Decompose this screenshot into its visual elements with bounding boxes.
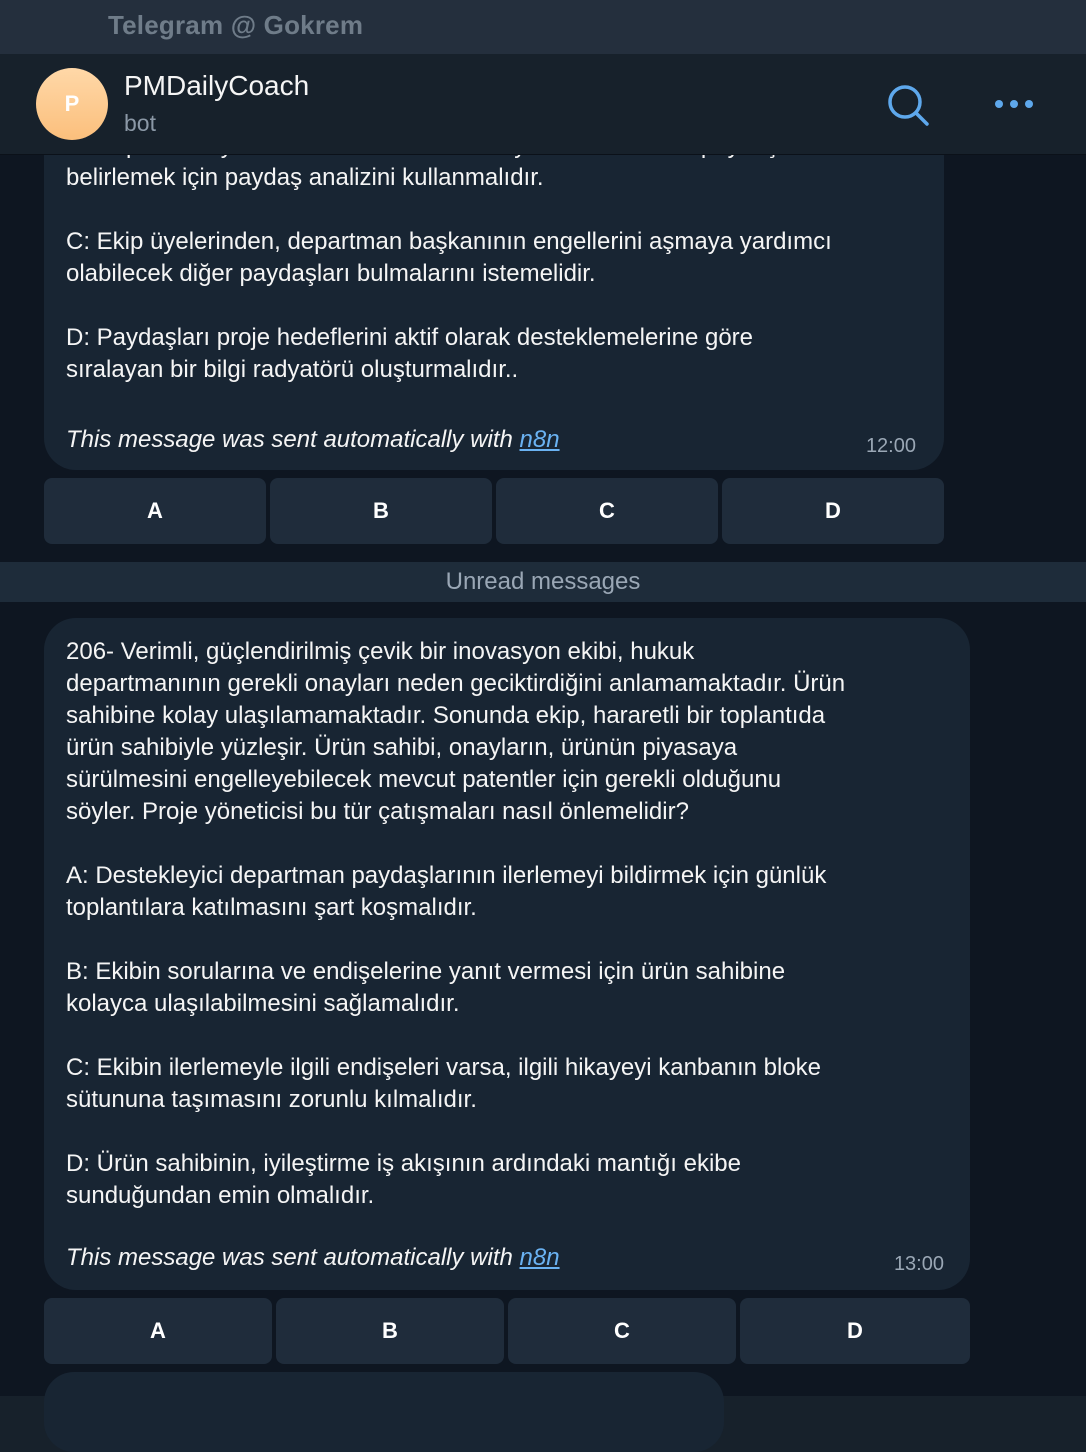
message-time: 12:00 [865, 435, 916, 457]
answer-button-b[interactable]: B [270, 478, 492, 544]
message-footer [66, 424, 560, 456]
message-time: 13:00 [893, 1253, 944, 1275]
message-option-d: D: Ürün sahibinin, iyileştirme iş akışının ardındaki mantığı ekibe sunduğundan emin olmalıdır. [66, 1150, 741, 1209]
footer-text: This message was sent automatically with [66, 426, 520, 453]
n8n-link[interactable]: n8n [519, 1244, 560, 1271]
message-option-a: A: Destekleyici departman paydaşlarının ilerlemeyi bildirmek için günlük toplantılara katılmasını şart koşmalıdır. [66, 862, 827, 921]
avatar-letter: P [64, 91, 80, 116]
message-option-b: B: Ekibin sorularına ve endişelerine yanıt vermesi için ürün sahibine kolayca ulaşılabilmesini sağlamalıdır. [66, 958, 786, 1017]
avatar[interactable] [36, 68, 108, 140]
message-option-c: C: Ekip üyelerinden, departman başkanının engellerini aşmaya yardımcı olabilecek diğer paydaşları bulmalarını istemelidir. [66, 228, 832, 287]
answer-button-a[interactable]: A [44, 1298, 272, 1364]
unread-messages-divider: Unread messages [0, 562, 1086, 602]
chat-header [0, 54, 1086, 155]
window-title: Telegram @ Gokrem [108, 10, 364, 40]
n8n-link[interactable]: n8n [519, 426, 560, 453]
search-button[interactable] [884, 82, 932, 130]
message-option-d: D: Paydaşları proje hedeflerini aktif olarak desteklemelerine göre sıralayan bir bilgi radyatörü oluşturmalıdır.. [66, 324, 754, 383]
message-list[interactable] [0, 154, 1086, 1396]
message-bubble [44, 120, 944, 470]
inline-keyboard [44, 1298, 970, 1364]
search-icon [884, 82, 932, 130]
answer-button-c[interactable]: C [496, 478, 718, 544]
chat-title[interactable]: PMDailyCoach [124, 70, 310, 101]
os-titlebar [0, 0, 1086, 54]
inline-keyboard [44, 478, 944, 544]
message-footer [66, 1242, 560, 1274]
more-dots-icon [990, 90, 1038, 120]
footer-text: This message was sent automatically with [66, 1244, 520, 1271]
chat-status: bot [124, 110, 156, 136]
message-option-c: C: Ekibin ilerlemeyle ilgili endişeleri varsa, ilgili hikayeyi kanbanın bloke sütununa taşımasını zorunlu kılmalıdır. [66, 1054, 822, 1113]
next-message-bubble [44, 1372, 724, 1452]
answer-button-b[interactable]: B [276, 1298, 504, 1364]
answer-button-a[interactable]: A [44, 478, 266, 544]
answer-button-d[interactable]: D [740, 1298, 970, 1364]
message-text-line: belirlemek için paydaş analizini kullanmalıdır. [66, 164, 544, 191]
answer-button-d[interactable]: D [722, 478, 944, 544]
answer-button-c[interactable]: C [508, 1298, 736, 1364]
message-question: 206- Verimli, güçlendirilmiş çevik bir inovasyon ekibi, hukuk departmanının gerekli onayları neden geciktirdiğini anlamamaktadır. Ürün sahibine kolay ulaşılamamaktadır. Sonunda ekip, hararetli bir toplantıda ürün sahibiyle yüzleşir. Ürün sahibi, onayların, ürünün piyasaya sürülmesini engelleyebilecek mevcut patentler için gerekli olduğunu söyler. Proje yöneticisi bu tür çatışmaları nasıl önlemelidir? [66, 638, 846, 825]
message-bubble [44, 618, 970, 1290]
more-button[interactable] [990, 90, 1038, 120]
